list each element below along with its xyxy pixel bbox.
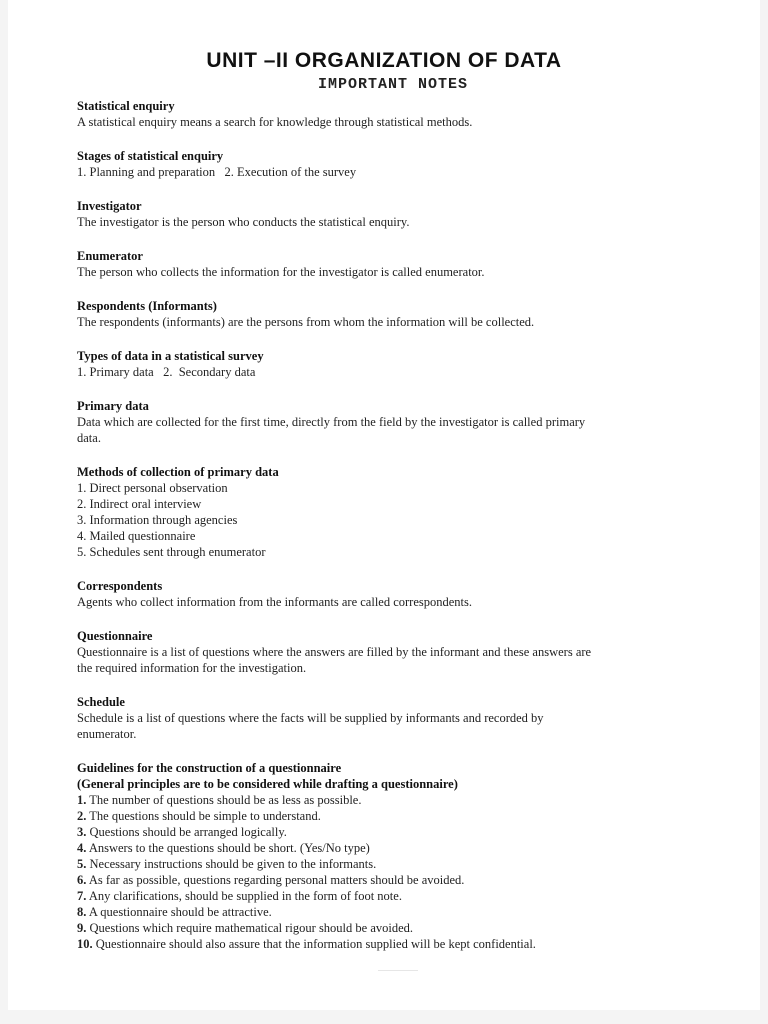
list-item [77, 808, 717, 824]
section-heading: Statistical enquiry [77, 99, 175, 113]
section-schedule [77, 694, 717, 742]
section-text-line: enumerator. [77, 727, 137, 741]
list-item: 1. Direct personal observation [77, 481, 228, 495]
list-item: 4. Mailed questionnaire [77, 529, 196, 543]
section-text-line: the required information for the investigation. [77, 661, 307, 675]
list-item [77, 920, 717, 936]
section-heading: Respondents (Informants) [77, 299, 217, 313]
item-text: The number of questions should be as less as possible. [89, 793, 362, 807]
list-item: 2. Indirect oral interview [77, 497, 202, 511]
list-item [77, 872, 717, 888]
list-item: 5. Schedules sent through enumerator [77, 545, 266, 559]
item-number: 5. [77, 857, 87, 871]
item-text: Questions which require mathematical rigour should be avoided. [89, 921, 414, 935]
section-text: The respondents (informants) are the persons from whom the information will be collected. [77, 315, 535, 329]
section-questionnaire [77, 628, 717, 676]
section-heading: Investigator [77, 199, 142, 213]
item-number: 4. [77, 841, 87, 855]
section-investigator [77, 198, 717, 230]
section-types-of-data [77, 348, 717, 380]
section-heading: Types of data in a statistical survey [77, 349, 264, 363]
section-text-line: Questionnaire is a list of questions where the answers are filled by the informant and these answers are [77, 645, 592, 659]
section-heading: Primary data [77, 399, 149, 413]
item-number: 1. [77, 793, 87, 807]
list-item [77, 856, 717, 872]
section-respondents [77, 298, 717, 330]
item-number: 3. [77, 825, 87, 839]
item-text: Any clarifications, should be supplied in the form of foot note. [88, 889, 402, 903]
list-item [77, 840, 717, 856]
list-item [77, 904, 717, 920]
page-subtitle: IMPORTANT NOTES [317, 76, 469, 93]
list-item [77, 792, 717, 808]
section-text-line: data. [77, 431, 101, 445]
section-enumerator [77, 248, 717, 280]
item-number: 8. [77, 905, 87, 919]
item-text: As far as possible, questions regarding personal matters should be avoided. [88, 873, 465, 887]
section-heading: Methods of collection of primary data [77, 465, 279, 479]
item-number: 10. [77, 937, 93, 951]
section-statistical-enquiry [77, 98, 717, 130]
section-guidelines [77, 760, 717, 952]
section-text: A statistical enquiry means a search for knowledge through statistical methods. [77, 115, 473, 129]
section-text: 1. Planning and preparation 2. Execution of the survey [77, 165, 357, 179]
section-methods [77, 464, 717, 560]
section-heading: Enumerator [77, 249, 143, 263]
item-text: Answers to the questions should be short. (Yes/No type) [88, 841, 370, 855]
item-number: 2. [77, 809, 87, 823]
section-heading: Stages of statistical enquiry [77, 149, 224, 163]
section-heading: Schedule [77, 695, 125, 709]
list-item [77, 888, 717, 904]
section-stages [77, 148, 717, 180]
section-heading: Questionnaire [77, 629, 153, 643]
section-text: Agents who collect information from the informants are called correspondents. [77, 595, 473, 609]
section-text: The person who collects the information for the investigator is called enumerator. [77, 265, 485, 279]
list-item [77, 824, 717, 840]
item-text: Necessary instructions should be given to the informants. [89, 857, 377, 871]
item-number: 6. [77, 873, 87, 887]
list-item: 3. Information through agencies [77, 513, 238, 527]
section-text: The investigator is the person who conducts the statistical enquiry. [77, 215, 410, 229]
section-heading: Correspondents [77, 579, 163, 593]
item-text: The questions should be simple to understand. [89, 809, 321, 823]
list-item [77, 936, 717, 952]
section-text-line: Schedule is a list of questions where the facts will be supplied by informants and recorded by [77, 711, 544, 725]
section-correspondents [77, 578, 717, 610]
section-text: 1. Primary data 2. Secondary data [77, 365, 256, 379]
notes-content [77, 96, 717, 952]
item-text: Questions should be arranged logically. [89, 825, 287, 839]
item-number: 9. [77, 921, 87, 935]
item-text: A questionnaire should be attractive. [88, 905, 272, 919]
section-text-line: Data which are collected for the first time, directly from the field by the investigator is called primary [77, 415, 586, 429]
section-heading: Guidelines for the construction of a questionnaire [77, 761, 342, 775]
page-divider [378, 970, 418, 971]
section-primary-data [77, 398, 717, 446]
item-number: 7. [77, 889, 87, 903]
document-page [8, 0, 760, 1010]
item-text: Questionnaire should also assure that the information supplied will be kept confidential. [95, 937, 536, 951]
section-subheading: (General principles are to be considered while drafting a questionnaire) [77, 777, 458, 791]
page-title: UNIT –II ORGANIZATION OF DATA [206, 49, 562, 72]
